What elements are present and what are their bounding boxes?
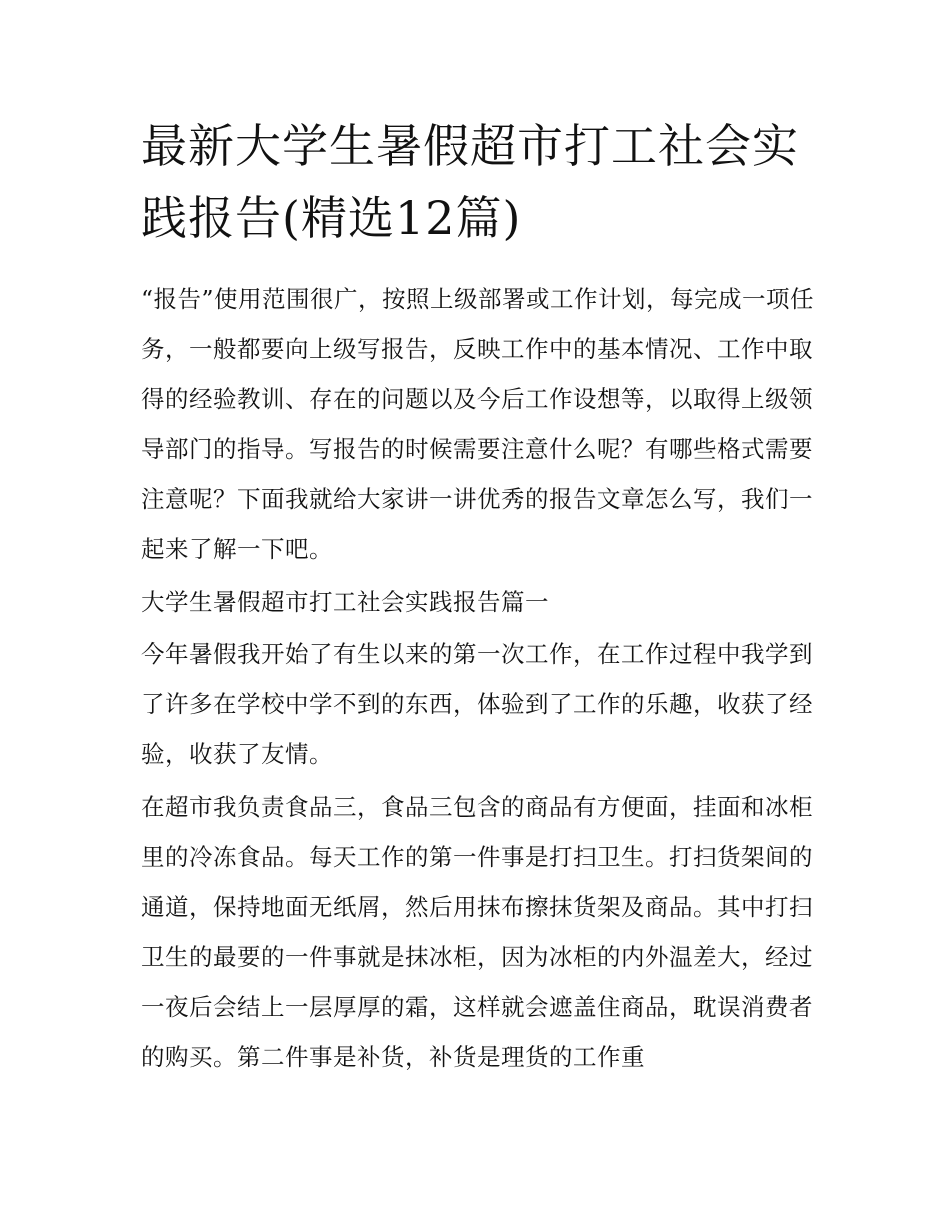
body-paragraph: 在超市我负责食品三，食品三包含的商品有方便面，挂面和冰柜里的冷冻食品。每天工作的第一件事是打扫卫生。打扫货架间的通道，保持地面无纸屑，然后用抹布擦抹货架及商品。其中打扫卫生的最要的一件事就是抹冰柜，因为冰柜的内外温差大，经过一夜后会结上一层厚厚的霜，这样就会遮盖住商品，耽误消费者的购买。第二件事是补货，补货是理货的工作重 bbox=[141, 793, 813, 1071]
intro-paragraph: “报告”使用范围很广，按照上级部署或工作计划，每完成一项任务，一般都要向上级写报告，反映工作中的基本情况、工作中取得的经验教训、存在的问题以及今后工作设想等，以取得上级领导部门的指导。写报告的时候需要注意什么呢？有哪些格式需要注意呢？下面我就给大家讲一讲优秀的报告文章怎么写，我们一起来了解一下吧。 bbox=[141, 285, 815, 563]
document-title: 最新大学生暑假超市打工社会实践报告(精选12篇) bbox=[141, 119, 799, 245]
document-body bbox=[141, 110, 821, 1085]
body-paragraph: 今年暑假我开始了有生以来的第一次工作，在工作过程中我学到了许多在学校中学不到的东西，体验到了工作的乐趣，收获了经验，收获了友情。 bbox=[141, 640, 813, 768]
section-heading: 大学生暑假超市打工社会实践报告篇一 bbox=[141, 588, 549, 616]
